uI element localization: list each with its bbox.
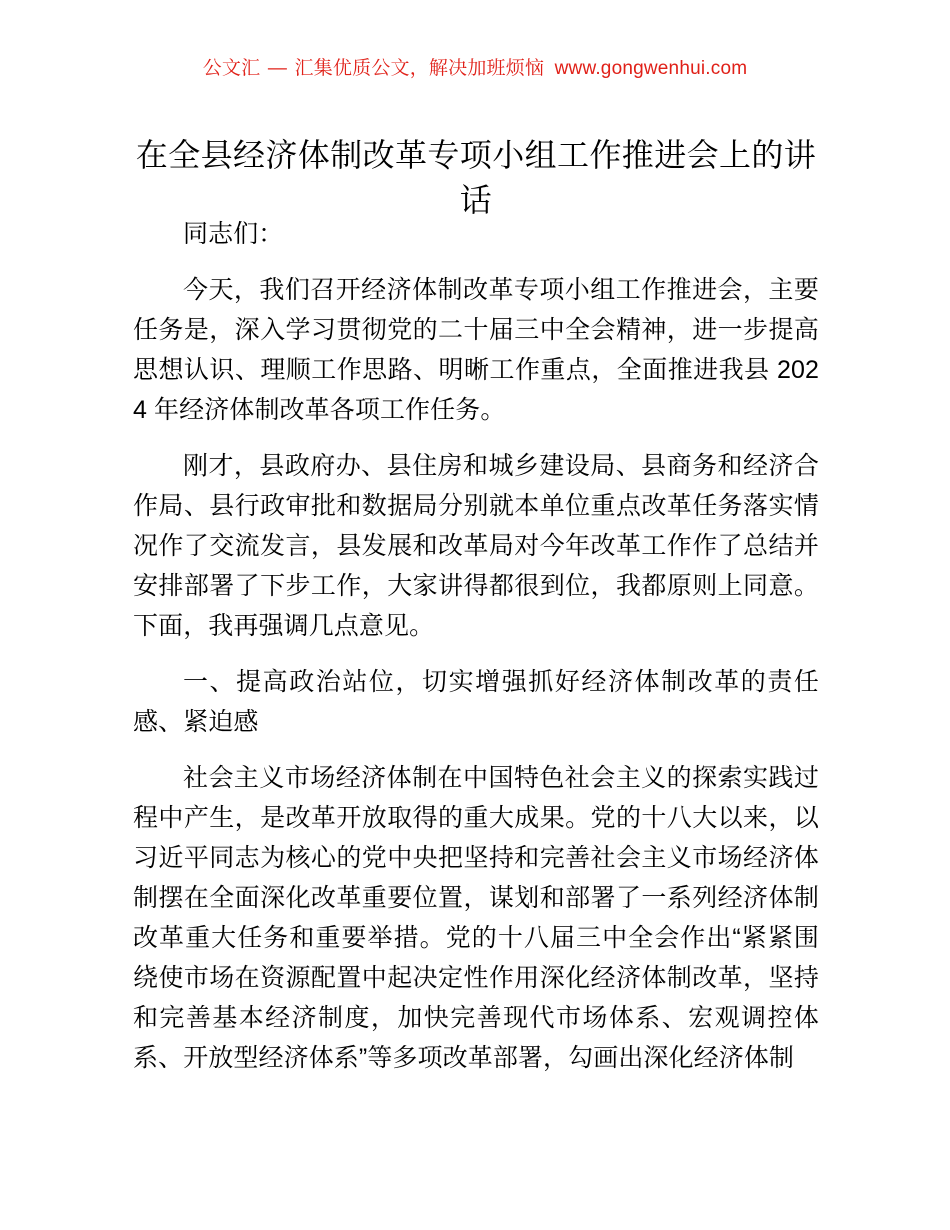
site-slogan: 汇集优质公文，解决加班烦恼 — [294, 58, 545, 79]
document-title: 在全县经济体制改革专项小组工作推进会上的讲话 — [135, 137, 817, 219]
body-paragraph: 社会主义市场经济体制在中国特色社会主义的探索实践过程中产生，是改革开放取得的重大成果。党的十八大以来，以习近平同志为核心的党中央把坚持和完善社会主义市场经济体制摆在全面深化改革重要位置，谋划和部署了一系列经济体制改革重大任务和重要举措。党的十八届三中全会作出“紧紧围绕使市场在资源配置中起决定性作用深化经济体制改革，坚持和完善基本经济制度，加快完善现代市场体系、宏观调控体系、开放型经济体系”等多项改革部署，勾画出深化经济体制 — [133, 764, 819, 1072]
site-header-dash: — — [267, 58, 288, 79]
site-url: www.gongwenhui.com — [554, 58, 748, 79]
body-paragraph: 刚才，县政府办、县住房和城乡建设局、县商务和经济合作局、县行政审批和数据局分别就本单位重点改革任务落实情况作了交流发言，县发展和改革局对今年改革工作作了总结并安排部署了下步工作，大家讲得都很到位，我都原则上同意。下面，我再强调几点意见。 — [133, 452, 819, 640]
site-watermark-header — [0, 56, 950, 82]
salutation: 同志们： — [183, 220, 284, 248]
site-brand-name: 公文汇 — [202, 58, 261, 79]
section-heading-1: 一、提高政治站位，切实增强抓好经济体制改革的责任感、紧迫感 — [133, 668, 819, 736]
body-paragraph: 今天，我们召开经济体制改革专项小组工作推进会，主要任务是，深入学习贯彻党的二十届三中全会精神，进一步提高思想认识、理顺工作思路、明晰工作重点，全面推进我县 2024 年经济体制改革各项工作任务。 — [133, 276, 819, 424]
document-body — [133, 214, 819, 1078]
